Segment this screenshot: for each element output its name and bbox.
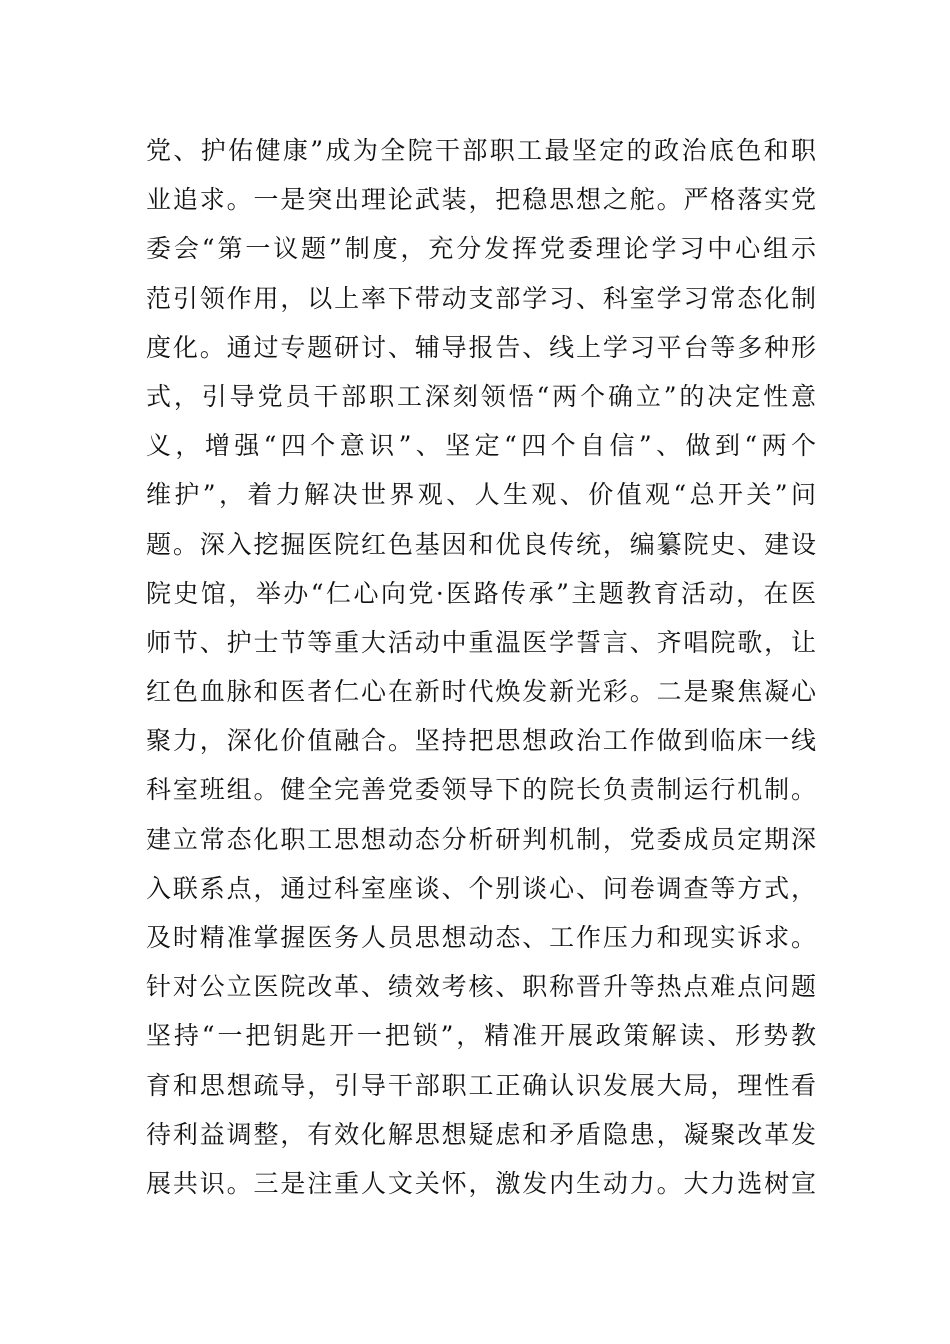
text-line: 题。深入挖掘医院红色基因和优良传统，编纂院史、建设 [146,529,816,559]
text-line: 委会“第一议题”制度，充分发挥党委理论学习中心组示 [146,234,816,264]
text-line: 业追求。一是突出理论武装，把稳思想之舵。严格落实党 [146,185,816,215]
text-line: 聚力，深化价值融合。坚持把思想政治工作做到临床一线 [146,726,816,756]
text-line: 式，引导党员干部职工深刻领悟“两个确立”的决定性意 [146,381,816,411]
text-line: 待利益调整，有效化解思想疑虑和矛盾隐患，凝聚改革发 [146,1119,816,1149]
text-line: 维护”，着力解决世界观、人生观、价值观“总开关”问 [146,480,816,510]
text-line: 坚持“一把钥匙开一把锁”，精准开展政策解读、形势教 [146,1021,816,1051]
text-line: 范引领作用，以上率下带动支部学习、科室学习常态化制 [146,283,816,313]
text-line: 展共识。三是注重人文关怀，激发内生动力。大力选树宣 [146,1168,816,1198]
text-line: 及时精准掌握医务人员思想动态、工作压力和现实诉求。 [146,923,816,952]
body-text [146,126,816,1208]
text-line: 党、护佑健康”成为全院干部职工最坚定的政治底色和职 [146,136,816,165]
text-line: 建立常态化职工思想动态分析研判机制，党委成员定期深 [146,824,816,854]
text-line: 育和思想疏导，引导干部职工正确认识发展大局，理性看 [146,1070,816,1100]
text-line: 师节、护士节等重大活动中重温医学誓言、齐唱院歌，让 [146,627,816,657]
text-line: 院史馆，举办“仁心向党·医路传承”主题教育活动，在医 [146,578,816,608]
text-line: 度化。通过专题研讨、辅导报告、线上学习平台等多种形 [146,332,816,362]
text-line: 入联系点，通过科室座谈、个别谈心、问卷调查等方式， [146,873,816,903]
text-line: 义，增强“四个意识”、坚定“四个自信”、做到“两个 [146,431,816,461]
text-line: 科室班组。健全完善党委领导下的院长负责制运行机制。 [146,775,816,805]
text-line: 针对公立医院改革、绩效考核、职称晋升等热点难点问题 [146,972,816,1002]
text-line: 红色血脉和医者仁心在新时代焕发新光彩。二是聚焦凝心 [146,677,816,707]
